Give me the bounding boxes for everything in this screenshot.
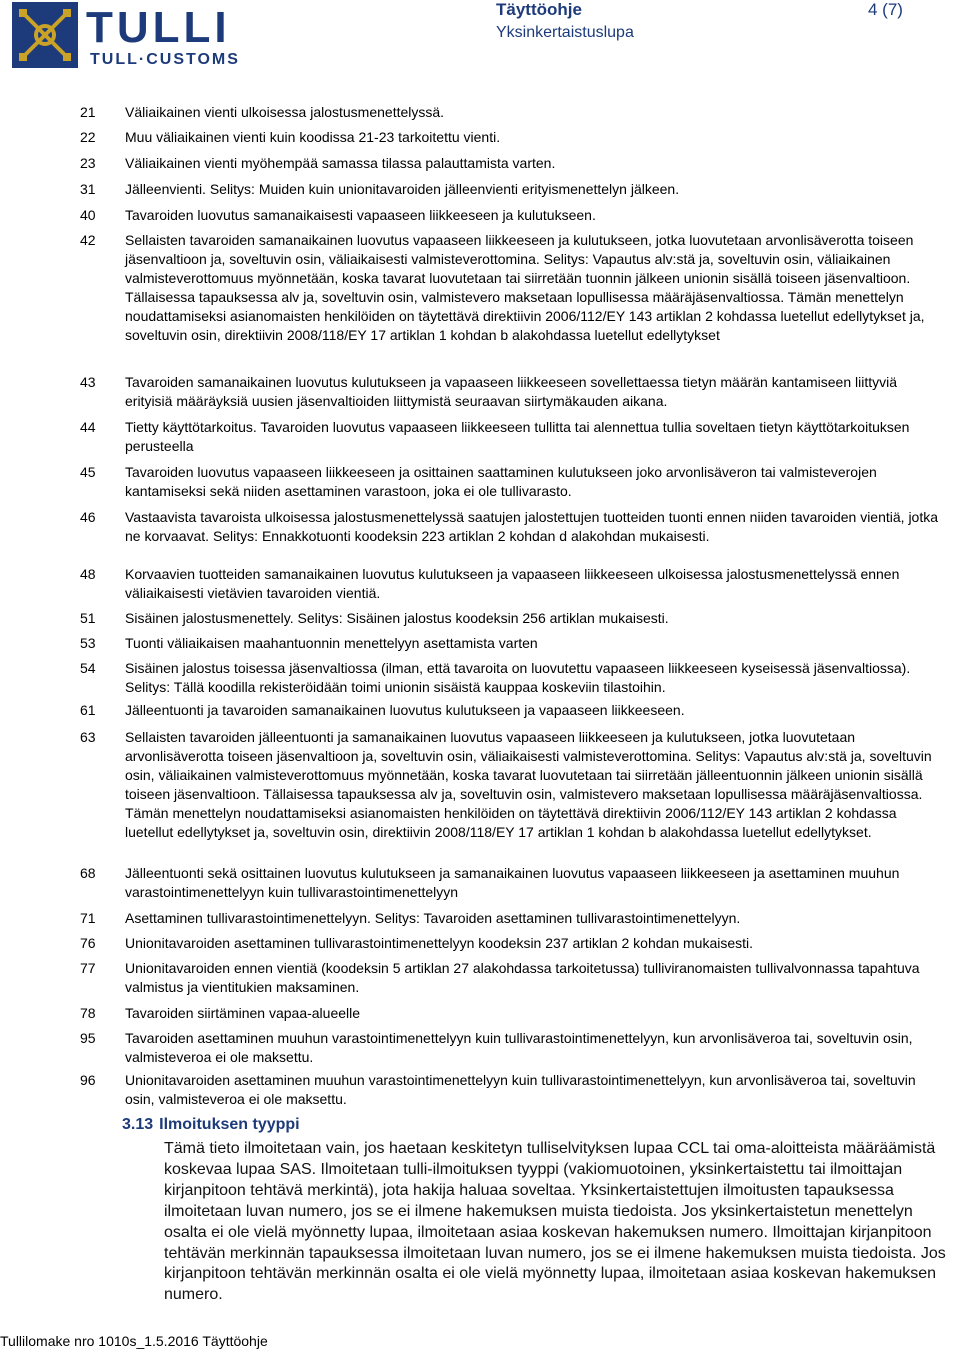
code-description: Korvaavien tuotteiden samanaikainen luovutus kulutukseen ja vapaaseen liikkeeseen ulkoisessa jalostusmenettelyssä ennen väliaikaisesti vietävien tavaroiden vientiä. [125, 566, 900, 601]
code-number: 40 [80, 207, 96, 223]
code-description: Väliaikainen vienti ulkoisessa jalostusmenettelyssä. [125, 104, 445, 120]
code-description: Muu väliaikainen vienti kuin koodissa 21-23 tarkoitettu vienti. [125, 129, 501, 145]
doc-subtitle: Yksinkertaistuslupa [496, 24, 634, 41]
code-list [80, 103, 940, 1111]
code-number: 78 [80, 1005, 96, 1021]
customs-logo [10, 0, 330, 72]
customs-emblem-icon [10, 0, 330, 72]
code-number: 68 [80, 865, 96, 881]
code-description: Tavaroiden siirtäminen vapaa-alueelle [125, 1005, 361, 1021]
list-item [80, 373, 940, 418]
code-number: 42 [80, 232, 96, 248]
list-item [80, 154, 940, 180]
list-item [80, 206, 940, 231]
code-number: 46 [80, 509, 96, 525]
logo-main-text: TULLI [86, 3, 231, 52]
code-number: 54 [80, 660, 96, 676]
code-number: 76 [80, 935, 96, 951]
list-item [80, 418, 940, 463]
code-description: Sellaisten tavaroiden samanaikainen luovutus vapaaseen liikkeeseen ja kulutukseen, jotka luovutetaan arvonlisäverotta toiseen jäsenvaltioon ja, soveltuvin osin, väliaikaisesti valmisteverottomina. Selitys: Vapautus alv:stä ja, soveltuvin osin, väliaikainen valmisteverottomuus myönnetään, koska tavarat luovutetaan tai siirretään tuonnin jälkeen unionin sisällä toiseen jäsenvaltioon. Tällaisessa tapauksessa alv ja, soveltuvin osin, valmistevero maksetaan lopullisessa määräjäsenvaltiossa. Tämän menettelyn noudattamiseksi asianomaisten henkilöiden on täytettävä direktiivin 2006/112/EY 143 artiklan 2 kohdassa luetellut edellytykset ja, soveltuvin osin, direktiivin 2008/118/EY 17 artiklan 1 kohdan b alakohdassa luetellut edellytykset [125, 232, 925, 343]
code-number: 31 [80, 181, 96, 197]
code-description: Jälleentuonti sekä osittainen luovutus kulutukseen ja samanaikainen luovutus vapaaseen liikkeeseen ja asettaminen muuhun varastointimenettelyyn kuin tullivarastointimenettelyyn [125, 865, 900, 900]
code-description: Unionitavaroiden asettaminen tullivarastointimenettelyyn koodeksin 237 artiklan 2 kohdan mukaisesti. [125, 935, 754, 951]
code-description: Unionitavaroiden ennen vientiä (koodeksin 5 artiklan 27 alakohdassa tarkoitetussa) tulliviranomaisten tullivalvonnassa tapahtuva valmistus ja vientitukien maksaminen. [125, 960, 920, 995]
list-item [80, 508, 940, 565]
code-number: 63 [80, 729, 96, 745]
code-description: Vastaavista tavaroista ulkoisessa jalostusmenettelyssä saatujen jalostettujen tuotteiden tuonti ennen niiden tavaroiden vientiä, jotka ne korvaavat. Selitys: Ennakkotuonti koodeksin 223 artiklan 2 kohdan d alakohdan mukaisesti. [125, 509, 939, 544]
code-number: 51 [80, 610, 96, 626]
list-item [80, 934, 940, 959]
code-number: 44 [80, 419, 96, 435]
code-number: 43 [80, 374, 96, 390]
code-number: 96 [80, 1072, 96, 1088]
list-item [80, 1071, 940, 1111]
code-description: Sisäinen jalostus toisessa jäsenvaltiossa (ilman, että tavaroita on luovutettu vapaaseen liikkeeseen kyseisessä jäsenvaltiossa). Selitys: Tällä koodilla rekisteröidään toimi unionin sisäistä kauppaa koskeviin tilastoihin. [125, 660, 911, 695]
code-description: Tuonti väliaikaisen maahantuonnin menettelyyn asettamista varten [125, 635, 538, 651]
section-title: Ilmoituksen tyyppi [159, 1116, 300, 1133]
code-description: Jälleenvienti. Selitys: Muiden kuin unionitavaroiden jälleenvienti erityismenettelyn jälkeen. [125, 181, 680, 197]
code-number: 61 [80, 702, 96, 718]
code-number: 45 [80, 464, 96, 480]
code-number: 77 [80, 960, 96, 976]
code-number: 71 [80, 910, 96, 926]
code-number: 53 [80, 635, 96, 651]
list-item [80, 634, 940, 659]
code-description: Jälleentuonti ja tavaroiden samanaikainen luovutus kulutukseen ja vapaaseen liikkeeseen. [125, 702, 685, 718]
code-description: Tavaroiden luovutus samanaikaisesti vapaaseen liikkeeseen ja kulutukseen. [125, 207, 596, 223]
code-description: Sellaisten tavaroiden jälleentuonti ja samanaikainen luovutus vapaaseen liikkeeseen ja kulutukseen, jotka luovutetaan arvonlisäverotta toiseen jäsenvaltioon ja, soveltuvin osin, väliaikaisesti valmisteverottomina. Selitys: Vapautus alv:stä ja, soveltuvin osin, väliaikainen valmisteverottomuus myönnetään, koska tavarat luovutetaan tai siirretään jälleentuonnin jälkeen unionin sisällä toiseen jäsenvaltioon. Tällaisessa tapauksessa alv ja, soveltuvin osin, valmistevero maksetaan lopullisessa määräjäsenvaltiossa. Tämän menettelyn noudattamiseksi asianomaisten henkilöiden on täytettävä direktiivin 2006/112/EY 143 artiklan 2 kohdassa luetellut edellytykset ja, soveltuvin osin, direktiivin 2008/118/EY 17 artiklan 1 kohdan b alakohdassa luetellut edellytykset. [125, 729, 932, 840]
footer-text: Tullilomake nro 1010s_1.5.2016 Täyttöohje [0, 1333, 268, 1349]
code-description: Sisäinen jalostusmenettely. Selitys: Sisäinen jalostus koodeksin 256 artiklan mukaisesti. [125, 610, 669, 626]
section-3-13 [122, 1115, 957, 1306]
code-number: 22 [80, 129, 96, 145]
code-number: 21 [80, 104, 96, 120]
logo-sub-text: TULL·CUSTOMS [90, 51, 240, 68]
code-description: Tietty käyttötarkoitus. Tavaroiden luovutus vapaaseen liikkeeseen tullitta tai alennettua tullia soveltaen tietyn käyttötarkoituksen perusteella [125, 419, 910, 454]
code-number: 48 [80, 566, 96, 582]
code-number: 95 [80, 1030, 96, 1046]
code-description: Tavaroiden asettaminen muuhun varastointimenettelyyn kuin tullivarastointimenettelyyn, kun arvonlisäveroa tai, soveltuvin osin, valmisteveroa ei ole maksettu. [125, 1030, 913, 1065]
list-item [80, 463, 940, 508]
code-description: Tavaroiden samanaikainen luovutus kulutukseen ja vapaaseen liikkeeseen sovellettaessa tietyn määrän kantamiseen liittyviä erityisiä määräyksiä uusien jäsenvaltioiden liittymistä seuraavan siirtymäkauden aikana. [125, 374, 898, 409]
list-item [80, 231, 940, 373]
list-item [80, 1004, 940, 1029]
list-item [80, 128, 940, 154]
section-body: Tämä tieto ilmoitetaan vain, jos haetaan keskitetyn tulliselvityksen lupaa CCL tai oma-aloitteista määräämistä koskevaa lupaa SAS. Ilmoitetaan tulli-ilmoituksen tyyppi (vakiomuotoinen, yksinkertaistettu tai ilmoittajan kirjanpitoon tehtävä merkintä), jota hakija haluaa soveltaa. Yksinkertaistettujen ilmoitusten tapauksessa ilmoitetaan luvan numero, jos se ei ilmene hakemuksen muista tiedoista. Jos yksinkertaistetun menettelyn osalta ei ole vielä myönnetty lupaa, ilmoitetaan asiaa koskevan hakemuksen numero. Ilmoittajan kirjanpitoon tehtävän merkinnän tapauksessa ilmoitetaan luvan numero, jos se ei ilmene hakemuksen muista tiedoista. Jos kirjanpitoon tehtävän merkinnän osalta ei ole vielä myönnetty lupaa, ilmoitetaan asiaa koskevan hakemuksen numero. [164, 1140, 946, 1304]
code-number: 23 [80, 155, 96, 171]
list-item [80, 864, 940, 909]
list-item [80, 659, 940, 701]
list-item [80, 103, 940, 128]
list-item [80, 959, 940, 1004]
page-number: 4 (7) [868, 0, 903, 19]
list-item [80, 609, 940, 634]
list-item [80, 565, 940, 609]
section-number: 3.13 [122, 1116, 154, 1133]
list-item [80, 1029, 940, 1071]
doc-title: Täyttöohje [496, 0, 582, 19]
section-heading [122, 1115, 957, 1135]
code-description: Asettaminen tullivarastointimenettelyyn. Selitys: Tavaroiden asettaminen tullivarastointimenettelyyn. [125, 910, 741, 926]
list-item [80, 909, 940, 934]
code-description: Unionitavaroiden asettaminen muuhun varastointimenettelyyn kuin tullivarastointimenettelyyn, kun arvonlisäveroa tai, soveltuvin osin, valmisteveroa ei ole maksettu. [125, 1072, 916, 1107]
list-item [80, 701, 940, 728]
code-description: Väliaikainen vienti myöhempää samassa tilassa palauttamista varten. [125, 155, 556, 171]
list-item [80, 180, 940, 206]
list-item [80, 728, 940, 864]
code-description: Tavaroiden luovutus vapaaseen liikkeeseen ja osittainen saattaminen kulutukseen joko arvonlisäveron tai valmisteverojen kantamiseksi sekä niiden asettaminen varastoon, joka ei ole tullivarasto. [125, 464, 877, 499]
